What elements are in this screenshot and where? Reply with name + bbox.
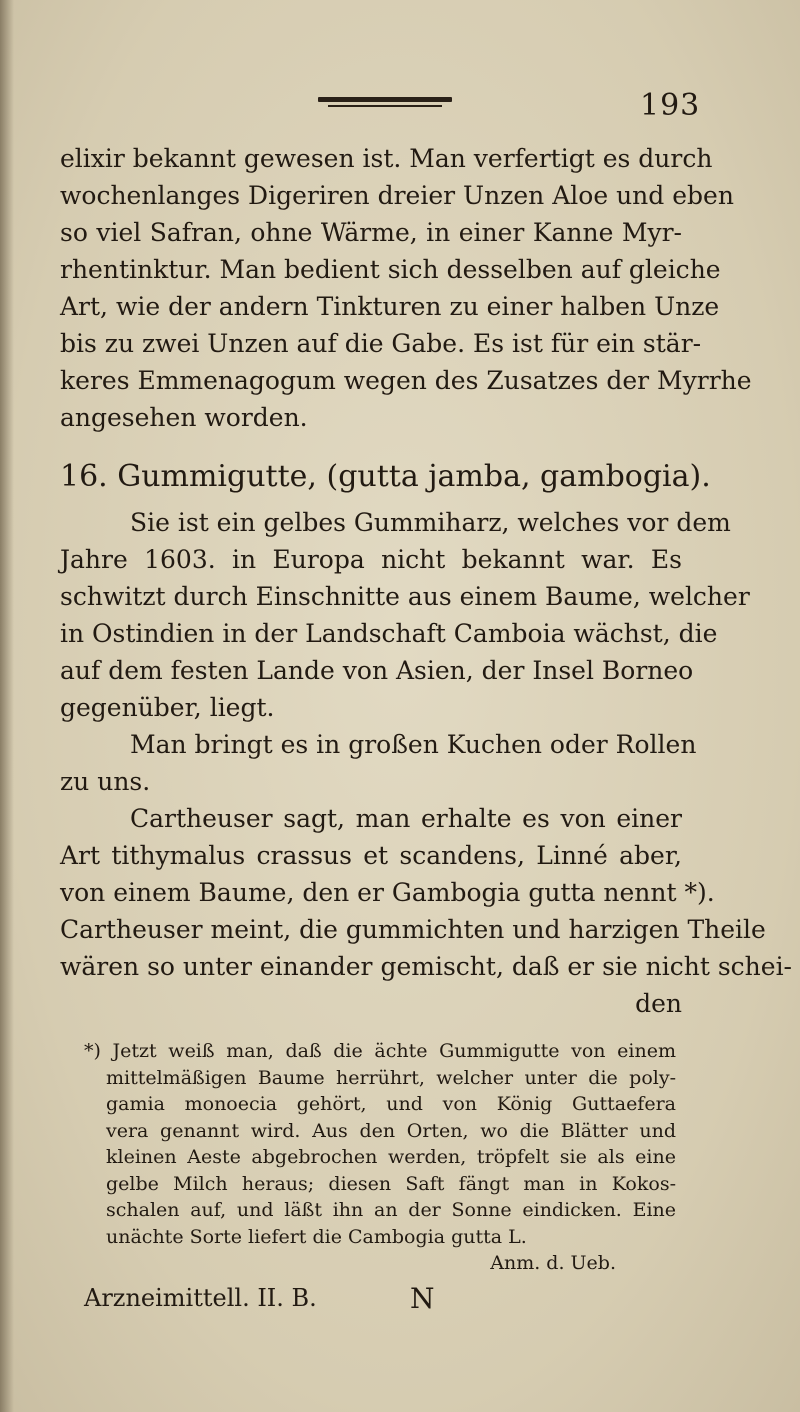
text-line: Cartheuser meint, die gummichten und harzigen Theile: [60, 915, 766, 944]
footnote-line: gelbe Milch heraus; diesen Saft fängt man in Kokos-: [106, 1172, 676, 1195]
catchword: den: [635, 989, 682, 1018]
footnote-line: vera genannt wird. Aus den Orten, wo die Blätter und: [106, 1119, 676, 1142]
text-line: elixir bekannt gewesen ist. Man verfertigt es durch: [60, 144, 713, 173]
footnote-line: unächte Sorte liefert die Cambogia gutta L.: [106, 1225, 527, 1248]
spine-shadow: [0, 0, 14, 1412]
printer-signature: Arzneimittell. II. B.: [84, 1284, 317, 1312]
header-rule: [318, 97, 452, 102]
text-line: auf dem festen Lande von Asien, der Insel Borneo: [60, 656, 694, 685]
footnote-line: mittelmäßigen Baume herrührt, welcher unter die poly-: [106, 1066, 676, 1089]
text-line: wären so unter einander gemischt, daß er sie nicht schei-: [60, 952, 793, 981]
text-line: in Ostindien in der Landschaft Camboia wächst, die: [60, 619, 718, 648]
footnote-line: gamia monoecia gehört, und von König Guttaefera: [106, 1093, 676, 1115]
text-line: gegenüber, liegt.: [60, 693, 275, 722]
text-line: Man bringt es in großen Kuchen oder Rollen: [130, 730, 697, 759]
footnote-line: *) Jetzt weiß man, daß die ächte Gummigutte von einem: [84, 1040, 676, 1062]
text-line: Cartheuser sagt, man erhalte es von einer: [130, 804, 682, 833]
text-line: keres Emmenagogum wegen des Zusatzes der Myrrhe: [60, 366, 752, 395]
text-line: wochenlanges Digeriren dreier Unzen Aloe und eben: [60, 181, 734, 210]
footnote-attribution: Anm. d. Ueb.: [490, 1252, 616, 1274]
section-heading: 16. Gummigutte, (gutta jamba, gambogia).: [60, 459, 711, 494]
text-line: bis zu zwei Unzen auf die Gabe. Es ist für ein stär-: [60, 329, 702, 358]
text-line: Sie ist ein gelbes Gummiharz, welches vor dem: [130, 508, 731, 537]
text-line: angesehen worden.: [60, 403, 308, 432]
footnote: [84, 1038, 676, 1277]
text-line: zu uns.: [60, 767, 151, 796]
main-text: [60, 140, 793, 1022]
text-line: rhentinktur. Man bedient sich desselben auf gleiche: [60, 255, 721, 284]
footnote-line: schalen auf, und läßt ihn an der Sonne eindicken. Eine: [106, 1199, 676, 1221]
text-line: Art, wie der andern Tinkturen zu einer halben Unze: [60, 292, 720, 321]
text-line: von einem Baume, den er Gambogia gutta nennt *).: [60, 878, 715, 907]
text-line: Jahre 1603. in Europa nicht bekannt war. Es: [60, 545, 682, 574]
text-line: so viel Safran, ohne Wärme, in einer Kanne Myr-: [60, 218, 682, 247]
footnote-line: kleinen Aeste abgebrochen werden, tröpfelt sie als eine: [106, 1146, 676, 1168]
signature-mark: N: [410, 1282, 435, 1315]
text-line: schwitzt durch Einschnitte aus einem Baume, welcher: [60, 582, 750, 611]
page-number: 193: [640, 88, 701, 123]
text-line: Art tithymalus crassus et scandens, Linné aber,: [60, 841, 682, 870]
